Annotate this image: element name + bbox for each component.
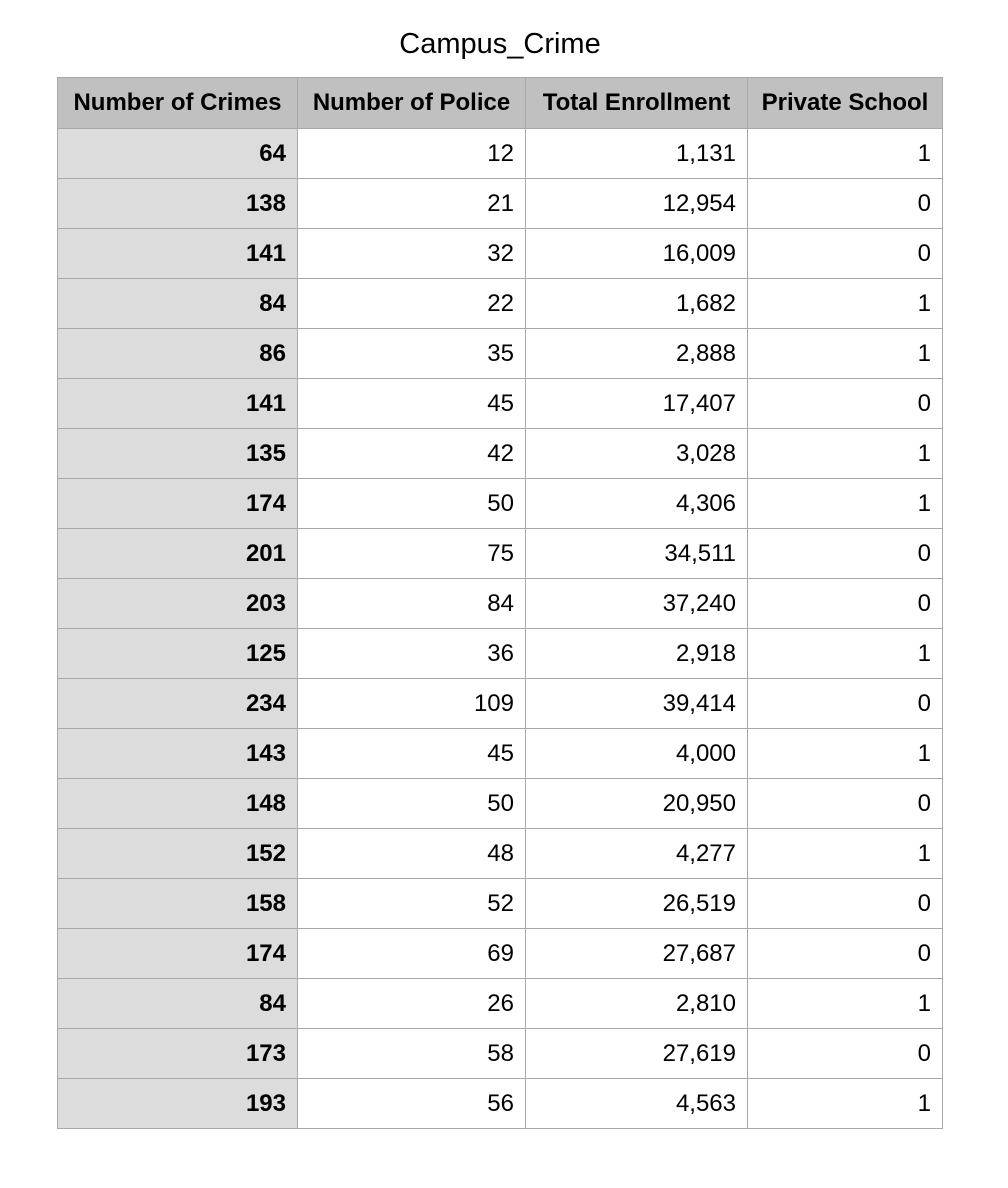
private-school-cell[interactable]: 1: [748, 1079, 943, 1129]
enrollment-cell[interactable]: 1,682: [526, 279, 748, 329]
private-school-cell[interactable]: 1: [748, 129, 943, 179]
crimes-cell[interactable]: 84: [58, 979, 298, 1029]
table-row: [58, 179, 943, 229]
data-table: [57, 77, 943, 1129]
private-school-cell[interactable]: 1: [748, 279, 943, 329]
police-cell[interactable]: 109: [298, 679, 526, 729]
crimes-cell[interactable]: 173: [58, 1029, 298, 1079]
column-header-number-of-police[interactable]: Number of Police: [298, 78, 526, 129]
enrollment-cell[interactable]: 2,918: [526, 629, 748, 679]
table-row: [58, 1029, 943, 1079]
police-cell[interactable]: 52: [298, 879, 526, 929]
crimes-cell[interactable]: 141: [58, 229, 298, 279]
crimes-cell[interactable]: 148: [58, 779, 298, 829]
private-school-cell[interactable]: 1: [748, 979, 943, 1029]
crimes-cell[interactable]: 193: [58, 1079, 298, 1129]
private-school-cell[interactable]: 0: [748, 529, 943, 579]
table-row: [58, 129, 943, 179]
crimes-cell[interactable]: 141: [58, 379, 298, 429]
private-school-cell[interactable]: 0: [748, 679, 943, 729]
table-row: [58, 379, 943, 429]
enrollment-cell[interactable]: 1,131: [526, 129, 748, 179]
private-school-cell[interactable]: 1: [748, 429, 943, 479]
column-header-total-enrollment[interactable]: Total Enrollment: [526, 78, 748, 129]
police-cell[interactable]: 48: [298, 829, 526, 879]
header-row: [58, 78, 943, 129]
crimes-cell[interactable]: 152: [58, 829, 298, 879]
table-row: [58, 979, 943, 1029]
table-row: [58, 579, 943, 629]
crimes-cell[interactable]: 125: [58, 629, 298, 679]
private-school-cell[interactable]: 1: [748, 629, 943, 679]
police-cell[interactable]: 69: [298, 929, 526, 979]
crimes-cell[interactable]: 234: [58, 679, 298, 729]
crimes-cell[interactable]: 84: [58, 279, 298, 329]
table-row: [58, 229, 943, 279]
crimes-cell[interactable]: 174: [58, 929, 298, 979]
crimes-cell[interactable]: 135: [58, 429, 298, 479]
table-row: [58, 1079, 943, 1129]
table-row: [58, 679, 943, 729]
table-row: [58, 779, 943, 829]
police-cell[interactable]: 45: [298, 729, 526, 779]
police-cell[interactable]: 21: [298, 179, 526, 229]
table-title: Campus_Crime: [399, 28, 601, 60]
column-header-number-of-crimes[interactable]: Number of Crimes: [58, 78, 298, 129]
enrollment-cell[interactable]: 4,000: [526, 729, 748, 779]
private-school-cell[interactable]: 0: [748, 179, 943, 229]
column-header-private-school[interactable]: Private School: [748, 78, 943, 129]
private-school-cell[interactable]: 0: [748, 779, 943, 829]
police-cell[interactable]: 75: [298, 529, 526, 579]
police-cell[interactable]: 36: [298, 629, 526, 679]
private-school-cell[interactable]: 0: [748, 379, 943, 429]
crimes-cell[interactable]: 138: [58, 179, 298, 229]
enrollment-cell[interactable]: 12,954: [526, 179, 748, 229]
police-cell[interactable]: 50: [298, 779, 526, 829]
police-cell[interactable]: 42: [298, 429, 526, 479]
enrollment-cell[interactable]: 27,619: [526, 1029, 748, 1079]
enrollment-cell[interactable]: 39,414: [526, 679, 748, 729]
private-school-cell[interactable]: 0: [748, 929, 943, 979]
enrollment-cell[interactable]: 17,407: [526, 379, 748, 429]
crimes-cell[interactable]: 201: [58, 529, 298, 579]
enrollment-cell[interactable]: 3,028: [526, 429, 748, 479]
police-cell[interactable]: 32: [298, 229, 526, 279]
enrollment-cell[interactable]: 2,888: [526, 329, 748, 379]
table-row: [58, 879, 943, 929]
enrollment-cell[interactable]: 16,009: [526, 229, 748, 279]
private-school-cell[interactable]: 1: [748, 729, 943, 779]
police-cell[interactable]: 45: [298, 379, 526, 429]
private-school-cell[interactable]: 0: [748, 1029, 943, 1079]
enrollment-cell[interactable]: 4,306: [526, 479, 748, 529]
private-school-cell[interactable]: 0: [748, 229, 943, 279]
enrollment-cell[interactable]: 2,810: [526, 979, 748, 1029]
police-cell[interactable]: 26: [298, 979, 526, 1029]
enrollment-cell[interactable]: 20,950: [526, 779, 748, 829]
police-cell[interactable]: 56: [298, 1079, 526, 1129]
private-school-cell[interactable]: 1: [748, 479, 943, 529]
private-school-cell[interactable]: 0: [748, 879, 943, 929]
table-row: [58, 629, 943, 679]
enrollment-cell[interactable]: 27,687: [526, 929, 748, 979]
enrollment-cell[interactable]: 37,240: [526, 579, 748, 629]
crimes-cell[interactable]: 174: [58, 479, 298, 529]
table-row: [58, 279, 943, 329]
police-cell[interactable]: 84: [298, 579, 526, 629]
police-cell[interactable]: 58: [298, 1029, 526, 1079]
table-row: [58, 529, 943, 579]
table-row: [58, 479, 943, 529]
private-school-cell[interactable]: 1: [748, 329, 943, 379]
private-school-cell[interactable]: 1: [748, 829, 943, 879]
crimes-cell[interactable]: 143: [58, 729, 298, 779]
crimes-cell[interactable]: 158: [58, 879, 298, 929]
enrollment-cell[interactable]: 4,277: [526, 829, 748, 879]
crimes-cell[interactable]: 64: [58, 129, 298, 179]
table-row: [58, 329, 943, 379]
police-cell[interactable]: 12: [298, 129, 526, 179]
enrollment-cell[interactable]: 34,511: [526, 529, 748, 579]
crimes-cell[interactable]: 86: [58, 329, 298, 379]
table-row: [58, 929, 943, 979]
table-row: [58, 429, 943, 479]
enrollment-cell[interactable]: 4,563: [526, 1079, 748, 1129]
crimes-cell[interactable]: 203: [58, 579, 298, 629]
police-cell[interactable]: 35: [298, 329, 526, 379]
private-school-cell[interactable]: 0: [748, 579, 943, 629]
police-cell[interactable]: 50: [298, 479, 526, 529]
enrollment-cell[interactable]: 26,519: [526, 879, 748, 929]
police-cell[interactable]: 22: [298, 279, 526, 329]
table-row: [58, 729, 943, 779]
table-body: [58, 129, 943, 1129]
table-row: [58, 829, 943, 879]
